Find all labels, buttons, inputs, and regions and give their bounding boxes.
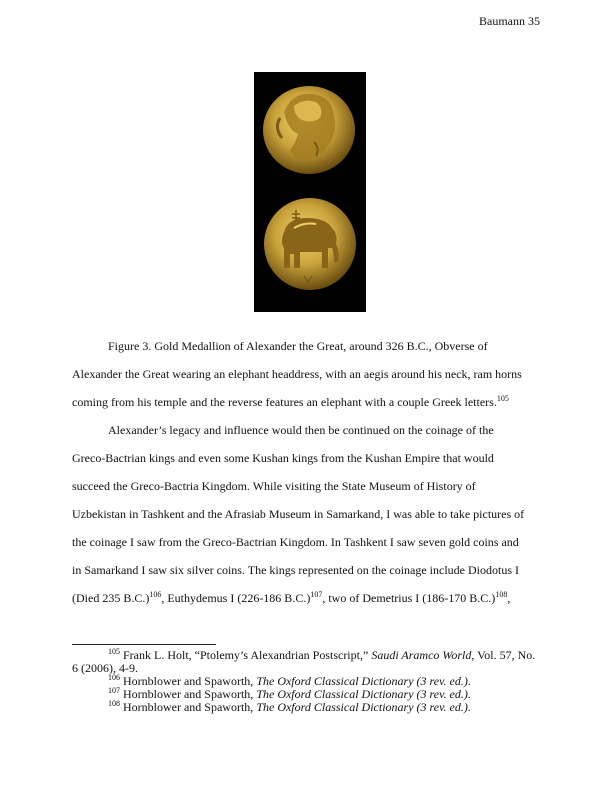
footnote-text: Hornblower and Spaworth, [120, 700, 257, 714]
paragraph-line: Uzbekistan in Tashkent and the Afrasiab Museum in Samarkand, I was able to take pictures of [72, 507, 525, 521]
paragraph-line: Alexander’s legacy and influence would then be continued on the coinage of the [108, 423, 494, 437]
caption-line: Alexander the Great wearing an elephant headdress, with an aegis around his neck, ram horns [72, 367, 522, 381]
coin-figure [254, 72, 366, 312]
caption-line: Figure 3. Gold Medallion of Alexander the Great, around 326 B.C., Obverse of [108, 339, 488, 353]
page-number-header: Baumann 35 [479, 14, 540, 28]
caption-line [72, 388, 540, 416]
coin-portrait-icon [263, 86, 355, 174]
footnote-ref[interactable]: 105 [496, 394, 509, 403]
paragraph-line [72, 584, 540, 612]
caption-line-text: coming from his temple and the reverse features an elephant with a couple Greek letters. [72, 395, 497, 409]
coin-figure-image [254, 72, 366, 312]
footnote-ref[interactable]: 107 [310, 590, 323, 599]
paragraph-text: , Euthydemus I (226-186 B.C.) [161, 591, 311, 605]
paragraph-line: succeed the Greco-Bactria Kingdom. While visiting the State Museum of History of [72, 479, 476, 493]
footnote-number: 107 [108, 686, 120, 695]
footnote-title: Saudi Aramco World [371, 648, 472, 662]
footnote-text: Hornblower and Spaworth, [120, 674, 257, 688]
paragraph-line: Greco-Bactrian kings and even some Kushan kings from the Kushan Empire that would [72, 451, 494, 465]
footnote-text: Frank L. Holt, “Ptolemy’s Alexandrian Postscript,” [120, 648, 372, 662]
paragraph-text: (Died 235 B.C.) [72, 591, 150, 605]
footnote-ref[interactable]: 108 [495, 590, 508, 599]
footnote-text: Hornblower and Spaworth, [120, 687, 257, 701]
footnote-number: 108 [108, 699, 120, 708]
footnote-title: The Oxford Classical Dictionary (3 rev. ed.). [256, 674, 471, 688]
body-paragraph [72, 416, 540, 612]
footnote-ref[interactable]: 106 [149, 590, 162, 599]
figure-caption [72, 332, 540, 416]
paragraph-line: in Samarkand I saw six silver coins. The kings represented on the coinage include Diodotus I [72, 563, 520, 577]
footnote [72, 649, 542, 675]
paragraph-text: , two of Demetrius I (186-170 B.C.) [322, 591, 496, 605]
paragraph-text: , [507, 591, 511, 605]
coin-elephant-icon [264, 198, 356, 290]
footnote-separator [72, 644, 216, 645]
footnote-text: , Vol. 57, No. 6 (2006), 4-9. [72, 648, 536, 675]
footnote-title: The Oxford Classical Dictionary (3 rev. ed.). [256, 687, 471, 701]
footnote [72, 701, 542, 714]
footnote-number: 105 [108, 647, 120, 656]
paragraph-line: the coinage I saw from the Greco-Bactrian Kingdom. In Tashkent I saw seven gold coins and [72, 535, 519, 549]
footnote-title: The Oxford Classical Dictionary (3 rev. ed.). [256, 700, 471, 714]
footnote-number: 106 [108, 673, 120, 682]
footnotes [72, 649, 542, 714]
